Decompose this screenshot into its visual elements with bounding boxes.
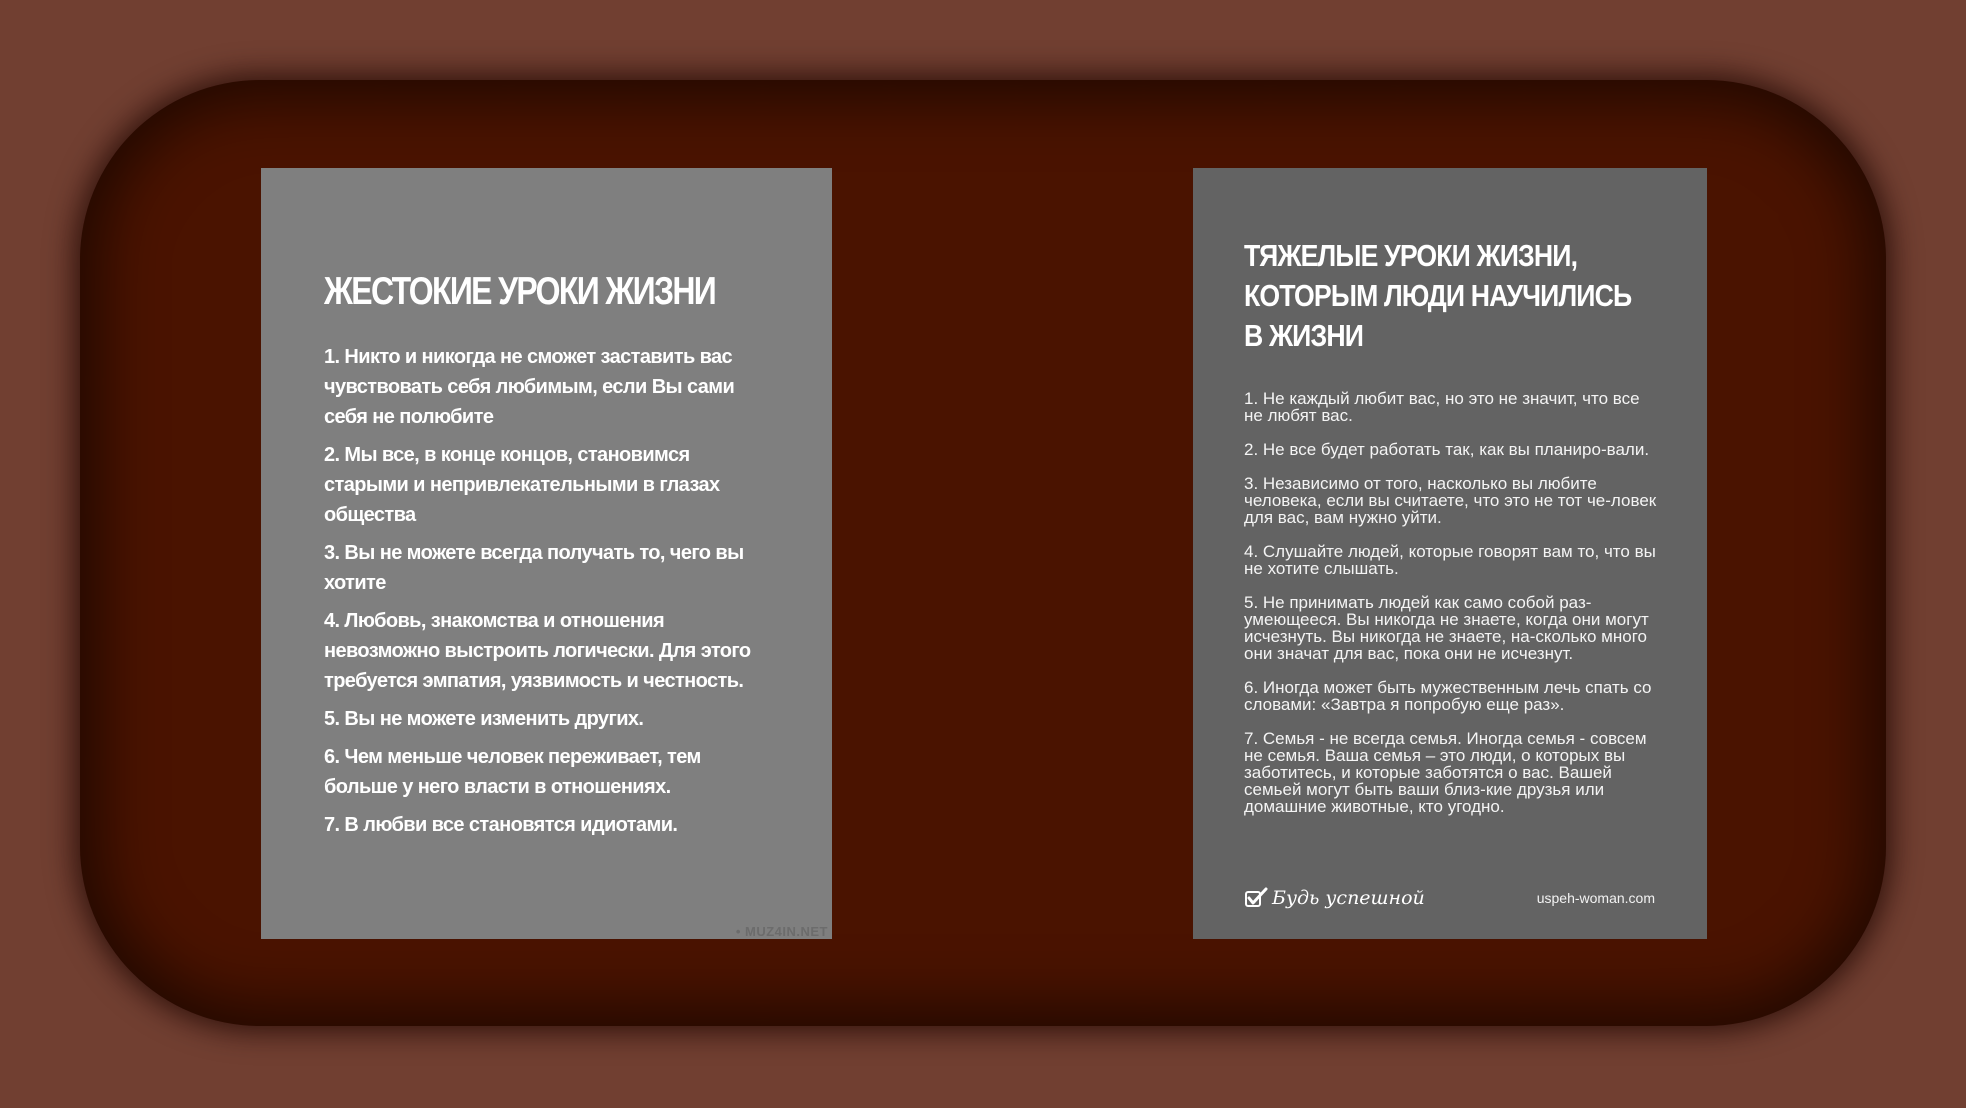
list-item: 6. Иногда может быть мужественным лечь спать со словами: «Завтра я попробую еще раз». — [1244, 678, 1652, 714]
left-card-title: ЖЕСТОКИЕ УРОКИ ЖИЗНИ — [324, 270, 716, 313]
list-item: 4. Любовь, знакомства и отношения невозможно выстроить логически. Для этого требуется эмпатия, уязвимость и честность. — [324, 610, 751, 692]
brand-text: Будь успешной — [1272, 887, 1425, 909]
list-item: 7. Семья - не всегда семья. Иногда семья - совсем не семья. Ваша семья – это люди, о которых вы заботитесь, и которые заботятся о вас. Вашей семьей могут быть ваши близ-кие друзья или домашние животные, кто угодно. — [1244, 729, 1647, 816]
list-item: 2. Не все будет работать так, как вы планиро-вали. — [1244, 440, 1650, 459]
site-url: uspeh-woman.com — [1536, 890, 1655, 906]
left-card-list — [324, 342, 774, 840]
list-item: 1. Никто и никогда не сможет заставить вас чувствовать себя любимым, если Вы сами себя не полюбите — [324, 346, 735, 428]
right-card — [1193, 168, 1707, 939]
list-item: 5. Не принимать людей как само собой раз-умеющееся. Вы никогда не знаете, когда они могут исчезнуть. Вы никогда не знаете, на-сколько много они значат для вас, пока они не исчезнут. — [1244, 593, 1649, 663]
list-item: 2. Мы все, в конце концов, становимся старыми и непривлекательными в глазах общества — [324, 444, 720, 526]
list-item: 5. Вы не можете изменить других. — [324, 708, 644, 730]
list-item: 3. Вы не можете всегда получать то, чего вы хотите — [324, 542, 744, 594]
card-footer — [1244, 887, 1655, 909]
right-card-title: ТЯЖЕЛЫЕ УРОКИ ЖИЗНИ, КОТОРЫМ ЛЮДИ НАУЧИЛИСЬ В ЖИЗНИ — [1244, 238, 1632, 353]
left-card — [261, 168, 832, 939]
list-item: 3. Независимо от того, насколько вы любите человека, если вы считаете, что это не тот че-ловек для вас, вам нужно уйти. — [1244, 474, 1657, 527]
list-item: 6. Чем меньше человек переживает, тем больше у него власти в отношениях. — [324, 746, 701, 798]
right-card-list — [1244, 390, 1657, 815]
brand-logo — [1244, 887, 1425, 909]
watermark: • MUZ4IN.NET — [735, 924, 828, 939]
list-item: 1. Не каждый любит вас, но это не значит, что все не любят вас. — [1244, 389, 1640, 425]
list-item: 4. Слушайте людей, которые говорят вам то, что вы не хотите слышать. — [1244, 542, 1656, 578]
checkmark-icon — [1244, 887, 1268, 909]
list-item: 7. В любви все становятся идиотами. — [324, 814, 678, 836]
